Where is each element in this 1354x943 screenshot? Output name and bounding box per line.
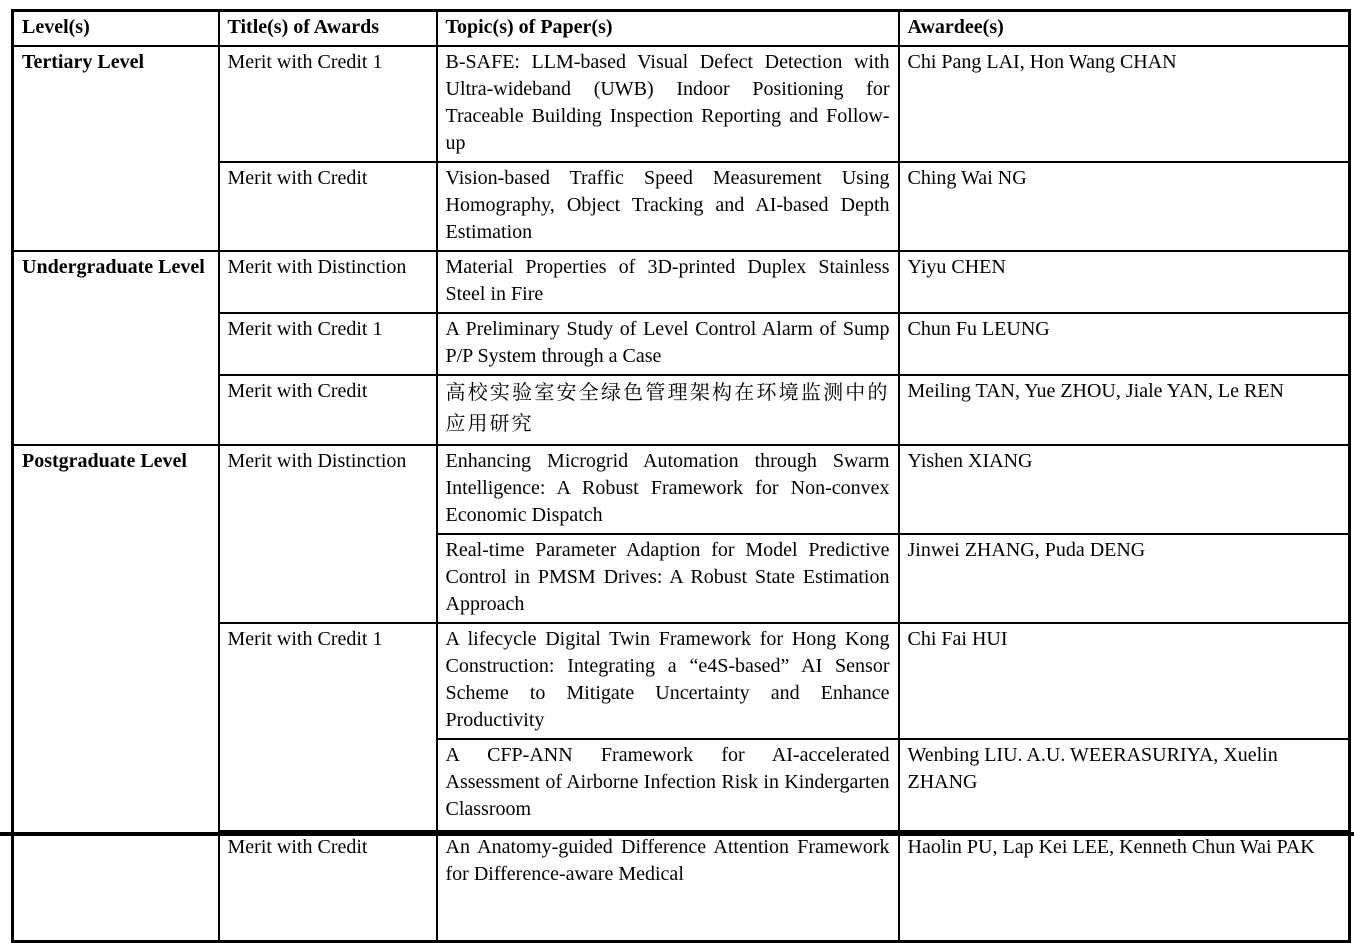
awardee-cell: Meiling TAN, Yue ZHOU, Jiale YAN, Le REN xyxy=(899,375,1350,445)
award-title-cell: Merit with Credit xyxy=(219,375,437,445)
topic-cell: Real-time Parameter Adaption for Model Predictive Control in PMSM Drives: A Robust State Estimation Approach xyxy=(437,534,899,623)
award-title-cell: Merit with Credit 1 xyxy=(219,46,437,162)
award-title-cell: Merit with Credit 1 xyxy=(219,313,437,375)
award-title-cell: Merit with Credit xyxy=(219,831,437,941)
topic-cell: Material Properties of 3D-printed Duplex Stainless Steel in Fire xyxy=(437,251,899,313)
topic-cell: An Anatomy-guided Difference Attention Framework for Difference-aware Medical xyxy=(437,831,899,941)
topic-cell: 高校实验室安全绿色管理架构在环境监测中的应用研究 xyxy=(437,375,899,445)
topic-cell: B-SAFE: LLM-based Visual Defect Detection with Ultra-wideband (UWB) Indoor Positioning for Traceable Building Inspection Reporting and Follow-up xyxy=(437,46,899,162)
awardee-cell: Jinwei ZHANG, Puda DENG xyxy=(899,534,1350,623)
awardee-cell: Chun Fu LEUNG xyxy=(899,313,1350,375)
topic-cell: A lifecycle Digital Twin Framework for Hong Kong Construction: Integrating a “e4S-based” AI Sensor Scheme to Mitigate Uncertainty and Enhance Productivity xyxy=(437,623,899,739)
header-levels: Level(s) xyxy=(13,11,219,47)
table-row xyxy=(13,445,1350,534)
level-cell-postgraduate: Postgraduate Level xyxy=(13,445,219,941)
award-title-cell: Merit with Distinction xyxy=(219,251,437,313)
topic-cell: A Preliminary Study of Level Control Alarm of Sump P/P System through a Case xyxy=(437,313,899,375)
header-awardees: Awardee(s) xyxy=(899,11,1350,47)
header-row xyxy=(13,11,1350,47)
table-row xyxy=(13,251,1350,313)
awardee-cell: Yiyu CHEN xyxy=(899,251,1350,313)
award-title-cell: Merit with Credit 1 xyxy=(219,623,437,831)
awardee-cell: Chi Pang LAI, Hon Wang CHAN xyxy=(899,46,1350,162)
topic-cell: Vision-based Traffic Speed Measurement Using Homography, Object Tracking and AI-based Depth Estimation xyxy=(437,162,899,251)
awardee-cell: Ching Wai NG xyxy=(899,162,1350,251)
award-title-cell: Merit with Credit xyxy=(219,162,437,251)
awardee-cell: Haolin PU, Lap Kei LEE, Kenneth Chun Wai PAK xyxy=(899,831,1350,941)
level-cell-undergraduate: Undergraduate Level xyxy=(13,251,219,445)
award-title-cell: Merit with Distinction xyxy=(219,445,437,623)
awardee-cell: Wenbing LIU. A.U. WEERASURIYA, Xuelin ZHANG xyxy=(899,739,1350,831)
table-row xyxy=(13,46,1350,162)
header-award-titles: Title(s) of Awards xyxy=(219,11,437,47)
header-paper-topics: Topic(s) of Paper(s) xyxy=(437,11,899,47)
level-cell-tertiary: Tertiary Level xyxy=(13,46,219,251)
awards-table xyxy=(11,9,1351,943)
topic-cell: Enhancing Microgrid Automation through Swarm Intelligence: A Robust Framework for Non-convex Economic Dispatch xyxy=(437,445,899,534)
topic-cell: A CFP-ANN Framework for AI-accelerated Assessment of Airborne Infection Risk in Kindergarten Classroom xyxy=(437,739,899,831)
awardee-cell: Chi Fai HUI xyxy=(899,623,1350,739)
bottom-crop-border xyxy=(0,832,1354,836)
awardee-cell: Yishen XIANG xyxy=(899,445,1350,534)
